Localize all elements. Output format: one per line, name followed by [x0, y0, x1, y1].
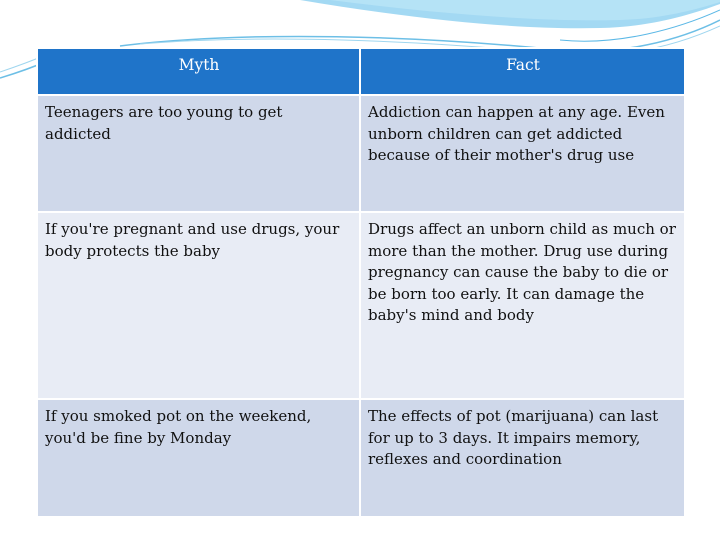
table-header-row: [37, 48, 685, 95]
fact-cell: The effects of pot (marijuana) can last for up to 3 days. It impairs memory, reflexes and coordination: [360, 399, 685, 517]
fact-cell: Addiction can happen at any age. Even unborn children can get addicted because of their mother's drug use: [360, 95, 685, 212]
table-row: [37, 212, 685, 399]
table-row: [37, 95, 685, 212]
myth-cell: If you're pregnant and use drugs, your body protects the baby: [37, 212, 360, 399]
myth-cell: Teenagers are too young to get addicted: [37, 95, 360, 212]
myth-fact-table: [36, 47, 686, 518]
header-myth: Myth: [37, 48, 360, 95]
table-row: [37, 399, 685, 517]
fact-cell: Drugs affect an unborn child as much or more than the mother. Drug use during pregnancy can cause the baby to die or be born too early. It can damage the baby's mind and body: [360, 212, 685, 399]
header-fact: Fact: [360, 48, 685, 95]
myth-cell: If you smoked pot on the weekend, you'd be fine by Monday: [37, 399, 360, 517]
